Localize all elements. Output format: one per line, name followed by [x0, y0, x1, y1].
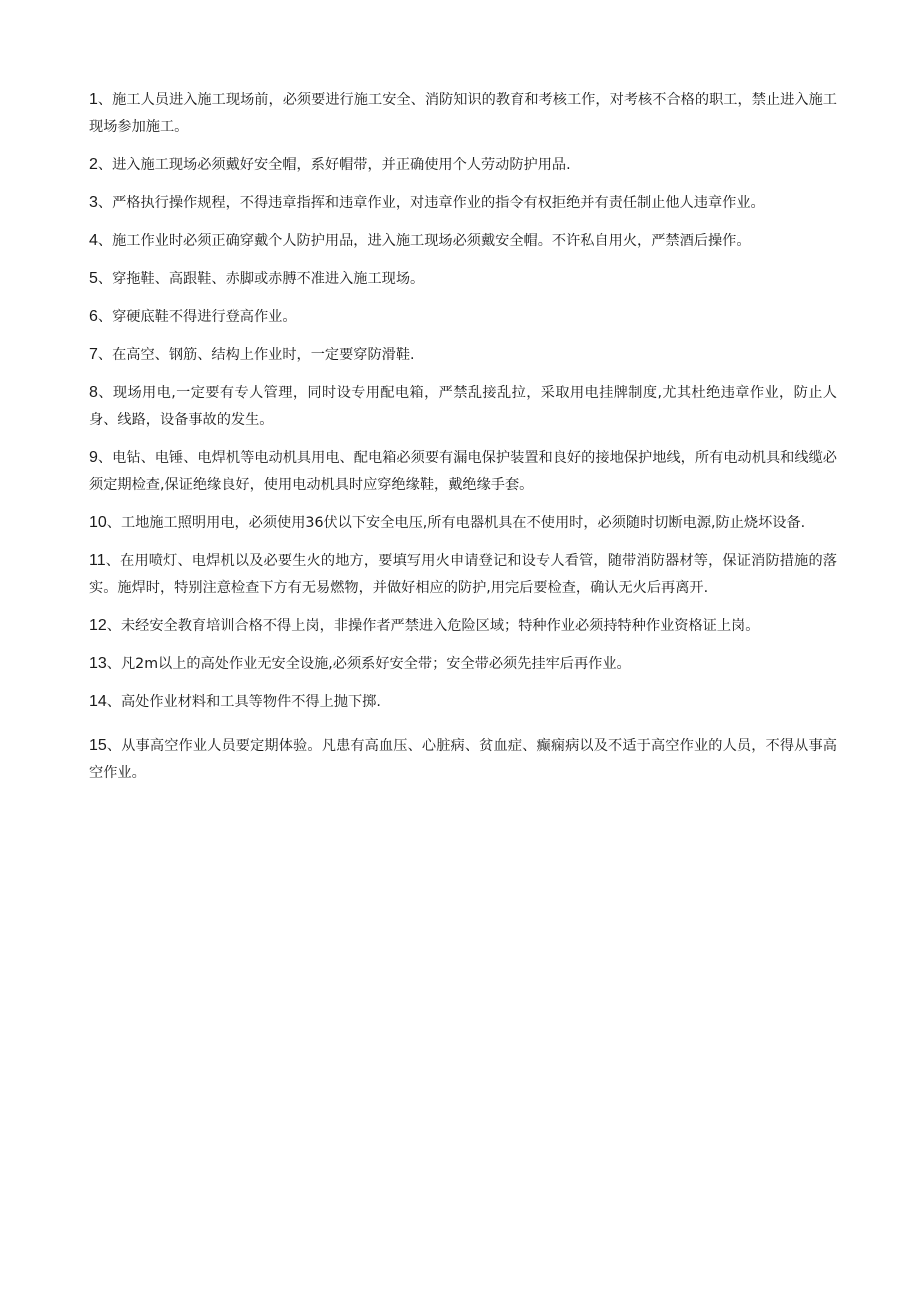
- rule-text: 、工地施工照明用电，必须使用36伏以下安全电压,所有电器机具在不使用时，必须随时切断电源,防止烧坏设备.: [106, 515, 806, 531]
- rule-number: 3: [89, 194, 98, 211]
- rule-item-3: [89, 189, 837, 217]
- rule-text: 、穿硬底鞋不得进行登高作业。: [97, 309, 297, 325]
- rule-number: 1: [89, 91, 98, 108]
- rule-number: 7: [89, 346, 98, 363]
- rule-number: 11: [89, 552, 106, 569]
- rule-item-6: [89, 303, 837, 331]
- rule-text: 、施工人员进入施工现场前，必须要进行施工安全、消防知识的教育和考核工作，对考核不合格的职工，禁止进入施工现场参加施工。: [89, 92, 837, 135]
- rule-text: 、高处作业材料和工具等物件不得上抛下掷.: [106, 694, 381, 710]
- rule-number: 14: [89, 693, 107, 710]
- rule-text: 、从事高空作业人员要定期体验。凡患有高血压、心脏病、贫血症、癫痫病以及不适于高空作业的人员，不得从事高空作业。: [89, 738, 837, 781]
- rule-text: 、未经安全教育培训合格不得上岗，非操作者严禁进入危险区域；特种作业必须持特种作业资格证上岗。: [106, 618, 760, 634]
- rule-item-12: [89, 612, 837, 640]
- rule-item-11: [89, 547, 837, 602]
- rule-item-4: [89, 227, 837, 255]
- rule-number: 13: [89, 655, 107, 672]
- rule-item-15: [89, 732, 837, 787]
- rule-text: 、在高空、钢筋、结构上作业时，一定要穿防滑鞋.: [97, 347, 415, 363]
- rule-number: 12: [89, 617, 107, 634]
- rule-text: 、在用喷灯、电焊机以及必要生火的地方，要填写用火申请登记和设专人看管，随带消防器材等，保证消防措施的落实。施焊时，特别注意检查下方有无易燃物，并做好相应的防护,用完后要检查，确认无火后再离开.: [89, 553, 837, 596]
- rule-item-9: [89, 444, 837, 499]
- rule-number: 2: [89, 156, 98, 173]
- rule-item-7: [89, 341, 837, 369]
- rule-text: 、现场用电,一定要有专人管理，同时设专用配电箱，严禁乱接乱拉，采取用电挂牌制度,尤其杜绝违章作业，防止人身、线路，设备事故的发生。: [89, 385, 837, 428]
- rule-text: 、进入施工现场必须戴好安全帽，系好帽带，并正确使用个人劳动防护用品.: [97, 157, 571, 173]
- rule-item-5: [89, 265, 837, 293]
- rule-item-8: [89, 379, 837, 434]
- rule-number: 15: [89, 737, 107, 754]
- rule-number: 6: [89, 308, 98, 325]
- rule-text: 、施工作业时必须正确穿戴个人防护用品，进入施工现场必须戴安全帽。不许私自用火，严禁酒后操作。: [97, 233, 751, 249]
- rule-text: 、严格执行操作规程，不得违章指挥和违章作业，对违章作业的指令有权拒绝并有责任制止他人违章作业。: [97, 195, 765, 211]
- rule-number: 9: [89, 449, 98, 466]
- rule-number: 4: [89, 232, 98, 249]
- rule-text: 、穿拖鞋、高跟鞋、赤脚或赤膊不准进入施工现场。: [97, 271, 425, 287]
- rule-text: 、电钻、电锤、电焊机等电动机具用电、配电箱必须要有漏电保护装置和良好的接地保护地线，所有电动机具和线缆必须定期检查,保证绝缘良好，使用电动机具时应穿绝缘鞋，戴绝缘手套。: [89, 450, 837, 493]
- rule-item-13: [89, 650, 837, 678]
- rule-text: 、凡2m以上的高处作业无安全设施,必须系好安全带；安全带必须先挂牢后再作业。: [106, 656, 631, 672]
- rule-item-1: [89, 86, 837, 141]
- rule-item-10: [89, 509, 837, 537]
- rule-number: 10: [89, 514, 107, 531]
- rule-number: 8: [89, 384, 98, 401]
- safety-rules-list: [89, 86, 837, 797]
- rule-item-2: [89, 151, 837, 179]
- rule-number: 5: [89, 270, 98, 287]
- rule-item-14: [89, 688, 837, 716]
